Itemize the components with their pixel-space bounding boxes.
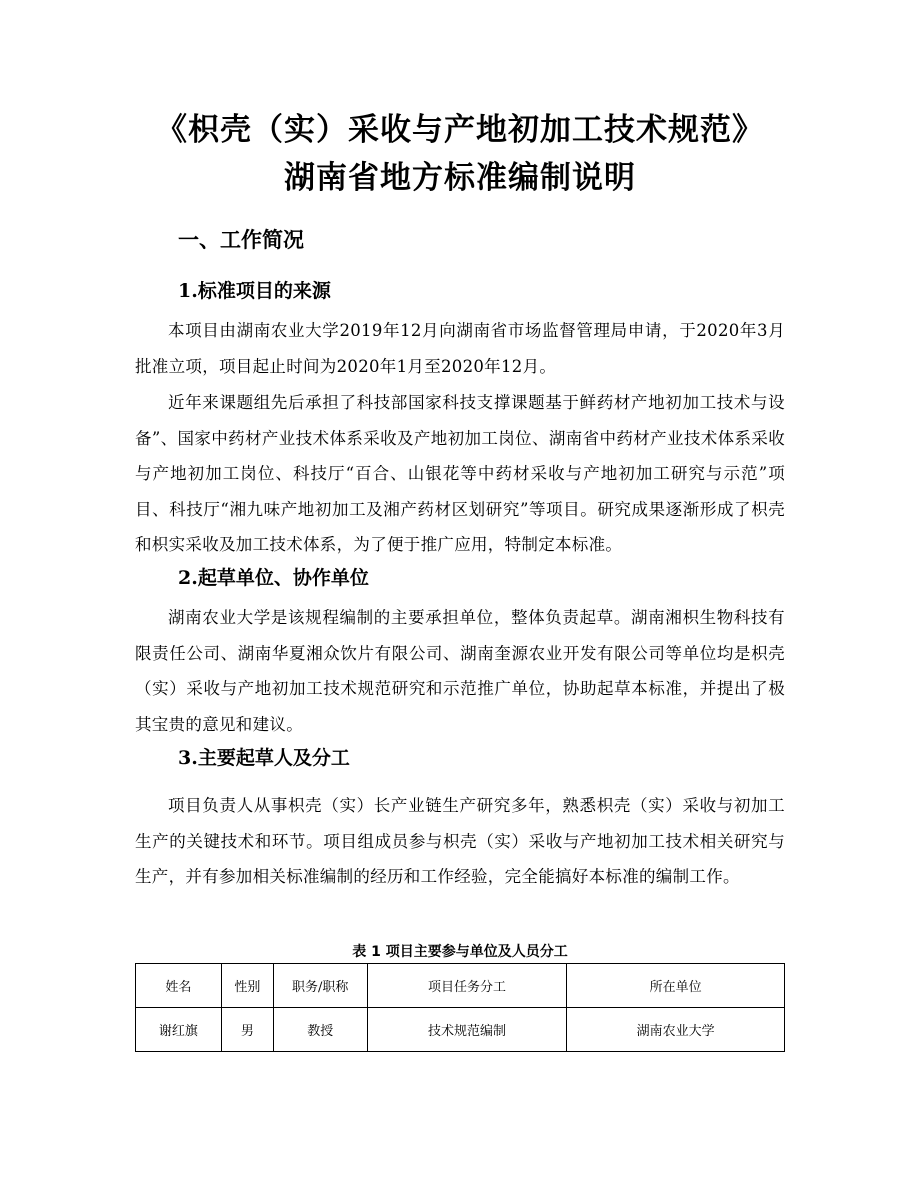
table-row — [136, 1008, 785, 1052]
participants-table — [135, 963, 785, 1052]
header-unit: 所在单位 — [567, 964, 785, 1008]
cell-gender: 男 — [221, 1008, 273, 1052]
document-title-line1: 《枳壳（实）采收与产地初加工技术规范》 — [156, 112, 764, 148]
table-header-row — [136, 964, 785, 1008]
header-gender: 性别 — [221, 964, 273, 1008]
cell-title: 教授 — [273, 1008, 367, 1052]
subheading-drafting-units: 2.起草单位、协作单位 — [178, 567, 369, 589]
header-name: 姓名 — [136, 964, 222, 1008]
cell-name: 谢红旗 — [136, 1008, 222, 1052]
document-title-line2: 湖南省地方标准编制说明 — [284, 160, 636, 196]
table-caption: 表 1 项目主要参与单位及人员分工 — [352, 944, 568, 960]
subheading-main-drafters: 3.主要起草人及分工 — [178, 747, 350, 769]
subheading-project-source: 1.标准项目的来源 — [178, 280, 331, 302]
paragraph-project-source: 本项目由湖南农业大学2019年12月向湖南省市场监督管理局申请，于2020年3月批准立项，项目起止时间为2020年1月至2020年12月。 — [135, 321, 785, 376]
cell-task: 技术规范编制 — [367, 1008, 567, 1052]
paragraph-research-background: 近年来课题组先后承担了科技部国家科技支撑课题基于鲜药材产地初加工技术与设备”、国家中药材产业技术体系采收及产地初加工岗位、湖南省中药材产业技术体系采收与产地初加工岗位、科技厅“百合、山银花等中药材采收与产地初加工研究与示范”项目、科技厅“湘九味产地初加工及湘产药材区划研究”等项目。研究成果逐渐形成了枳壳和枳实采收及加工技术体系，为了便于推广应用，特制定本标准。 — [135, 393, 785, 555]
header-task: 项目任务分工 — [367, 964, 567, 1008]
header-title: 职务/职称 — [273, 964, 367, 1008]
paragraph-drafting-units: 湖南农业大学是该规程编制的主要承担单位，整体负责起草。湖南湘枳生物科技有限责任公司、湖南华夏湘众饮片有限公司、湖南奎源农业开发有限公司等单位均是枳壳（实）采收与产地初加工技术规范研究和示范推广单位，协助起草本标准，并提出了极其宝贵的意见和建议。 — [135, 608, 785, 734]
section-heading-work-overview: 一、工作简况 — [178, 228, 304, 252]
cell-unit: 湖南农业大学 — [567, 1008, 785, 1052]
paragraph-main-drafters: 项目负责人从事枳壳（实）长产业链生产研究多年，熟悉枳壳（实）采收与初加工生产的关键技术和环节。项目组成员参与枳壳（实）采收与产地初加工技术相关研究与生产，并有参加相关标准编制的经历和工作经验，完全能搞好本标准的编制工作。 — [135, 796, 785, 887]
